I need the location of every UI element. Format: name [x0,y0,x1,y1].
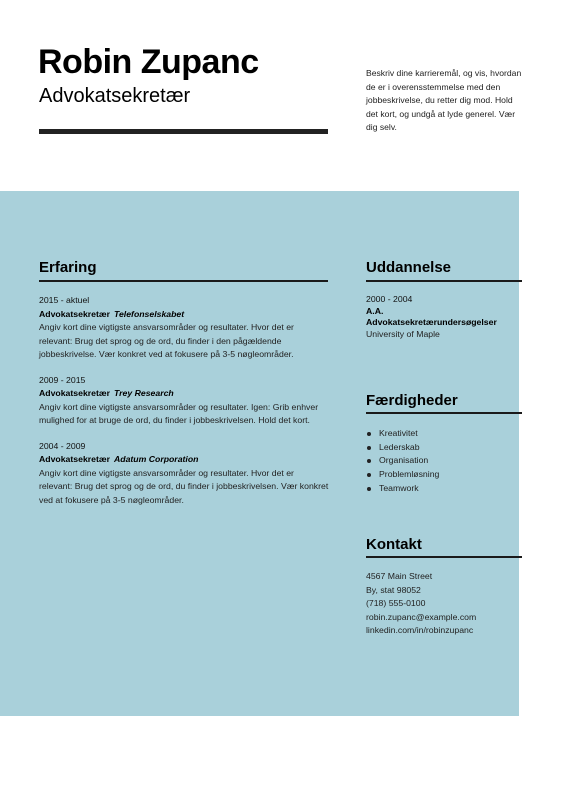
contact-heading: Kontakt [366,536,422,553]
education-field: Advokatsekretærundersøgelser [366,317,497,327]
job-entry [39,440,329,508]
education-dates: 2000 - 2004 [366,294,413,304]
job-role-line [39,387,329,401]
job-dates: 2004 - 2009 [39,440,86,451]
job-description: Angiv kort dine vigtigste ansvarsområder og resultater. Hvor det er relevant: Brug det sprog og de ord, du finder i jobbeskrivelsen. Vær konkret ved at fokusere på 3-5 nøgleområder. [39,467,329,505]
job-entry [39,374,329,428]
job-role-line [39,453,329,467]
skill-item: Organisation [366,454,439,468]
contact-city: By, stat 98052 [366,584,421,595]
skills-rule [366,412,522,414]
person-name: Robin Zupanc [38,43,259,81]
job-role-line [39,308,329,322]
job-description: Angiv kort dine vigtigste ansvarsområder og resultater. Igen: Grib enhver mulighed for at bruge de ord, du finder i jobbeskrivelsen. Hold det kort. [39,401,319,425]
contact-rule [366,556,522,558]
job-title: Advokatsekretær [39,85,191,107]
job-company: Telefonselskabet [113,308,185,319]
job-dates: 2015 - aktuel [39,295,90,305]
job-role: Advokatsekretær [39,308,110,319]
education-degree: A.A. [366,305,384,316]
job-company: Trey Research [113,388,174,398]
education-heading: Uddannelse [366,259,452,276]
job-entry [39,294,329,362]
job-dates: 2009 - 2015 [39,374,86,385]
job-role: Advokatsekretær [39,388,110,398]
contact-details [366,570,476,638]
education-entry [366,294,526,340]
skill-item: Lederskab [366,441,439,455]
contact-linkedin: linkedin.com/in/robinzupanc [366,625,474,636]
experience-rule [39,280,328,282]
header-divider [39,129,328,134]
skill-item: Problemløsning [366,468,439,482]
experience-list [39,294,329,519]
objective-text: Beskriv dine karrieremål, og vis, hvordan de er i overensstemmelse med den jobbeskrivelse, du retter dig mod. Hold det kort, og undgå at lyde generel. Vær dig selv. [366,68,522,132]
education-rule [366,280,522,282]
job-company: Adatum Corporation [113,454,199,464]
skill-item: Kreativitet [366,427,439,441]
contact-phone: (718) 555-0100 [366,598,426,609]
job-description: Angiv kort dine vigtigste ansvarsområder og resultater. Hvor det er relevant: Brug det sprog og de ord, du finder i den pågældende jobbeskrivelse. Vær konkret ved at fokusere på 3-5 nøgleområder. [39,322,294,359]
experience-heading: Erfaring [39,259,97,276]
skills-heading: Færdigheder [366,392,458,409]
job-role: Advokatsekretær [39,454,110,464]
skill-item: Teamwork [366,482,439,496]
education-school: University of Maple [366,328,440,339]
skills-list [366,427,439,496]
contact-address: 4567 Main Street [366,571,433,581]
contact-email: robin.zupanc@example.com [366,611,477,622]
